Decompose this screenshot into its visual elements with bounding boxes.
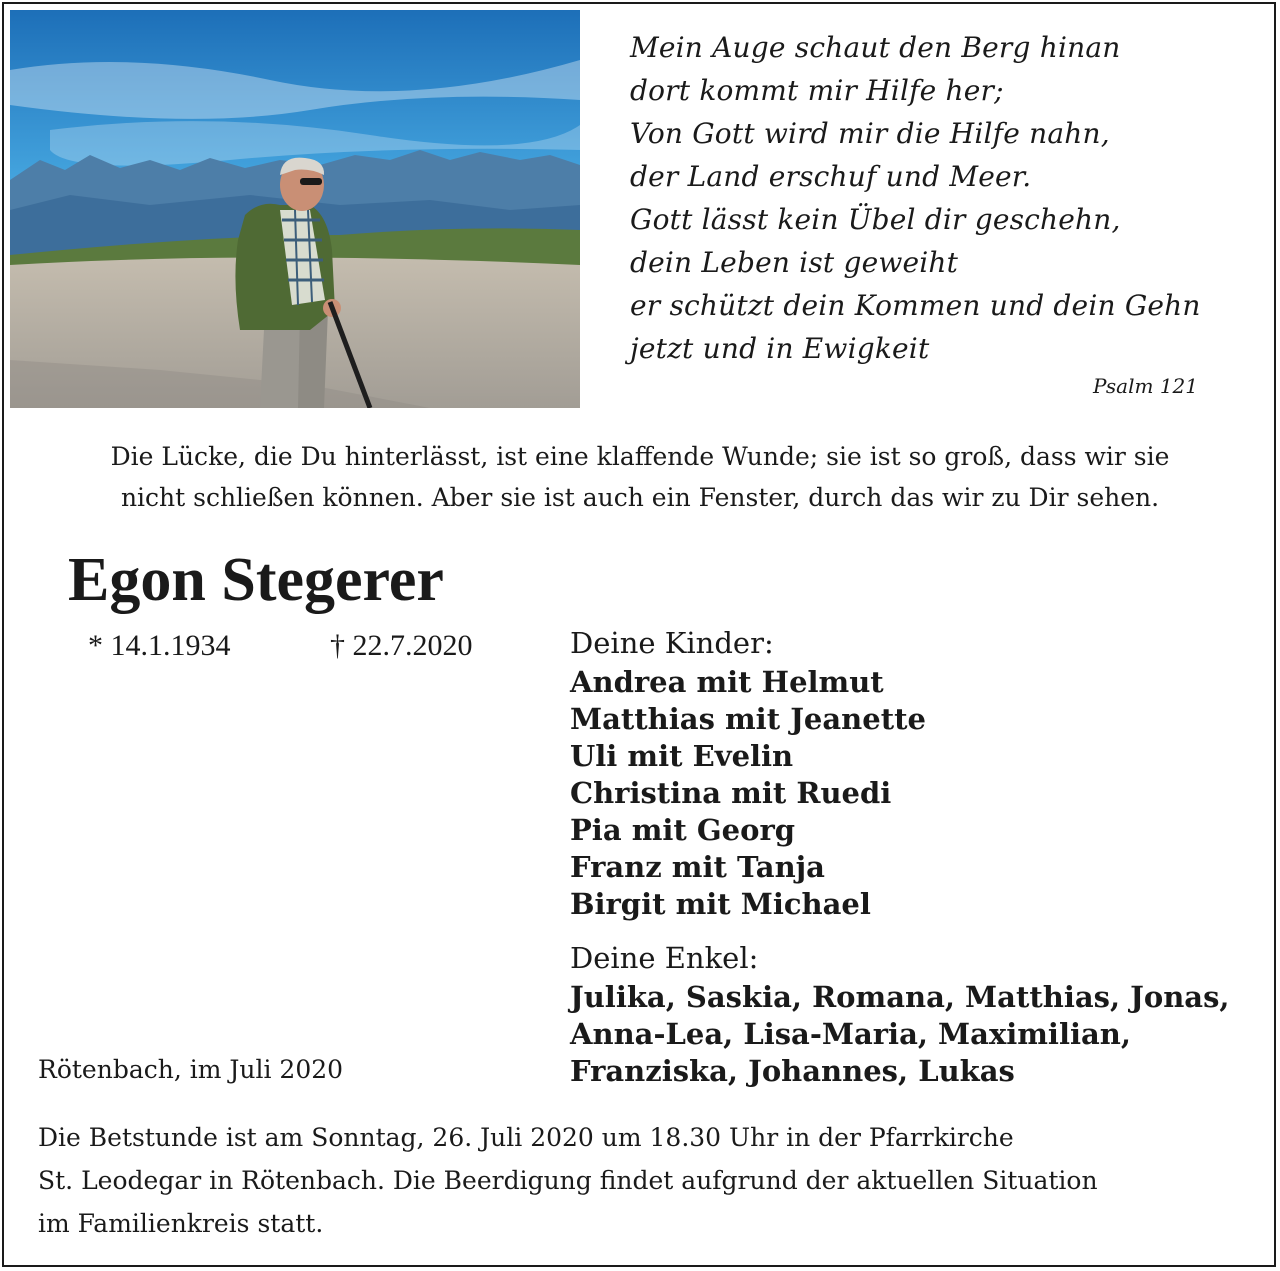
child-entry: Andrea mit Helmut: [570, 665, 884, 699]
child-entry: Pia mit Georg: [570, 813, 796, 847]
memorial-photo: [10, 10, 580, 408]
service-notice: [38, 1116, 1248, 1245]
quote-line: Die Lücke, die Du hinterlässt, ist eine klaffende Wunde; sie ist so groß, dass wir sie: [110, 442, 1170, 471]
poem-line: Mein Auge schaut den Berg hinan: [630, 31, 1121, 64]
poem-line: er schützt dein Kommen und dein Gehn: [630, 289, 1201, 322]
notice-line: St. Leodegar in Rötenbach. Die Beerdigung findet aufgrund der aktuellen Situation: [38, 1166, 1098, 1195]
birth-date: * 14.1.1934: [88, 629, 231, 662]
grandchildren-line: Franziska, Johannes, Lukas: [570, 1054, 1015, 1088]
child-entry: Christina mit Ruedi: [570, 776, 892, 810]
quote-line: nicht schließen können. Aber sie ist auch ein Fenster, durch das wir zu Dir sehen.: [120, 483, 1160, 512]
poem-line: jetzt und in Ewigkeit: [630, 332, 930, 365]
poem-line: dein Leben ist geweiht: [630, 246, 959, 279]
children-heading: Deine Kinder:: [570, 626, 774, 660]
notice-line: Die Betstunde ist am Sonntag, 26. Juli 2020 um 18.30 Uhr in der Pfarrkirche: [38, 1123, 1014, 1152]
grandchildren-line: Julika, Saskia, Romana, Matthias, Jonas,: [570, 980, 1230, 1014]
grandchildren-list: [570, 979, 1250, 1090]
poem-line: der Land erschuf und Meer.: [630, 160, 1032, 193]
memorial-quote: [40, 436, 1240, 518]
child-entry: Matthias mit Jeanette: [570, 702, 926, 736]
poem: [630, 26, 1230, 370]
spacer: [570, 923, 1250, 937]
notice-line: im Familienkreis statt.: [38, 1209, 324, 1238]
family-list: [570, 622, 1250, 1090]
poem-line: dort kommt mir Hilfe her;: [630, 74, 1004, 107]
place-date: Rötenbach, im Juli 2020: [38, 1055, 344, 1084]
poem-source: Psalm 121: [1093, 374, 1198, 398]
grandchildren-line: Anna-Lea, Lisa-Maria, Maximilian,: [570, 1017, 1131, 1051]
child-entry: Franz mit Tanja: [570, 850, 825, 884]
poem-line: Gott lässt kein Übel dir geschehn,: [630, 203, 1121, 236]
death-date: † 22.7.2020: [330, 629, 473, 662]
deceased-name: Egon Stegerer: [68, 546, 444, 614]
child-entry: Uli mit Evelin: [570, 739, 794, 773]
child-entry: Birgit mit Michael: [570, 887, 871, 921]
grandchildren-heading: Deine Enkel:: [570, 941, 759, 975]
poem-line: Von Gott wird mir die Hilfe nahn,: [630, 117, 1110, 150]
